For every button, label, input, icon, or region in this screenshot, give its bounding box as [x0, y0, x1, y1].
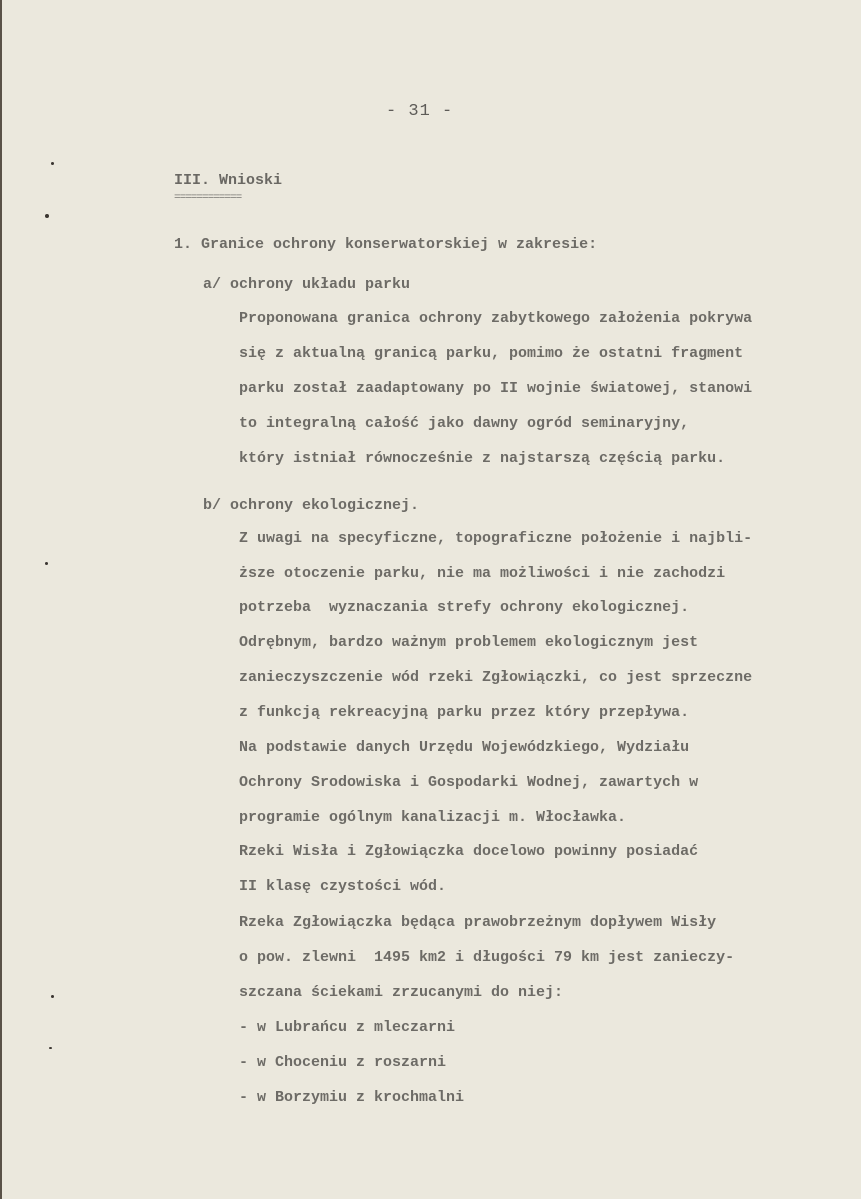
paragraph-line: Rzeka Zgłowiączka będąca prawobrzeżnym dopływem Wisły	[239, 914, 717, 931]
paragraph-line: Proponowana granica ochrony zabytkowego założenia pokrywa	[239, 310, 753, 327]
paragraph-line: parku został zaadaptowany po II wojnie światowej, stanowi	[239, 380, 753, 397]
paragraph-line: programie ogólnym kanalizacji m. Włocławka.	[239, 809, 627, 826]
paragraph-line: o pow. zlewni 1495 km2 i długości 79 km jest zanieczy-	[239, 949, 735, 966]
paragraph-line: który istniał równocześnie z najstarszą częścią parku.	[239, 450, 726, 467]
list-item: - w Borzymiu z krochmalni	[239, 1089, 465, 1106]
paragraph-line: Odrębnym, bardzo ważnym problemem ekologicznym jest	[239, 634, 699, 651]
paper-speck	[51, 995, 54, 998]
paragraph-line: zanieczyszczenie wód rzeki Zgłowiączki, co jest sprzeczne	[239, 669, 753, 686]
paragraph-line: Na podstawie danych Urzędu Wojewódzkiego, Wydziału	[239, 739, 690, 756]
paragraph-line: ższe otoczenie parku, nie ma możliwości i nie zachodzi	[239, 565, 726, 582]
point-1-heading: 1. Granice ochrony konserwatorskiej w zakresie:	[174, 236, 598, 253]
paper-speck	[51, 162, 54, 165]
paragraph-line: Z uwagi na specyficzne, topograficzne położenie i najbli-	[239, 530, 753, 547]
subpoint-b-label: b/ ochrony ekologicznej.	[203, 497, 420, 514]
paper-speck	[45, 562, 48, 565]
list-item: - w Lubrańcu z mleczarni	[239, 1019, 456, 1036]
paragraph-line: z funkcją rekreacyjną parku przez który przepływa.	[239, 704, 690, 721]
paragraph-line: Ochrony Srodowiska i Gospodarki Wodnej, zawartych w	[239, 774, 699, 791]
section-title: III. Wnioski	[174, 172, 283, 189]
section-title-underline: ============	[174, 192, 242, 204]
paragraph-line: się z aktualną granicą parku, pomimo że ostatni fragment	[239, 345, 744, 362]
subpoint-a-label: a/ ochrony układu parku	[203, 276, 411, 293]
page-number: - 31 -	[386, 102, 454, 121]
paragraph-line: Rzeki Wisła i Zgłowiączka docelowo powinny posiadać	[239, 843, 699, 860]
paragraph-line: szczana ściekami zrzucanymi do niej:	[239, 984, 564, 1001]
paragraph-line: potrzeba wyznaczania strefy ochrony ekologicznej.	[239, 599, 690, 616]
paragraph-line: to integralną całość jako dawny ogród seminaryjny,	[239, 415, 690, 432]
paper-speck	[45, 214, 49, 218]
paragraph-line: II klasę czystości wód.	[239, 878, 447, 895]
paper-speck	[49, 1047, 52, 1049]
list-item: - w Choceniu z roszarni	[239, 1054, 447, 1071]
